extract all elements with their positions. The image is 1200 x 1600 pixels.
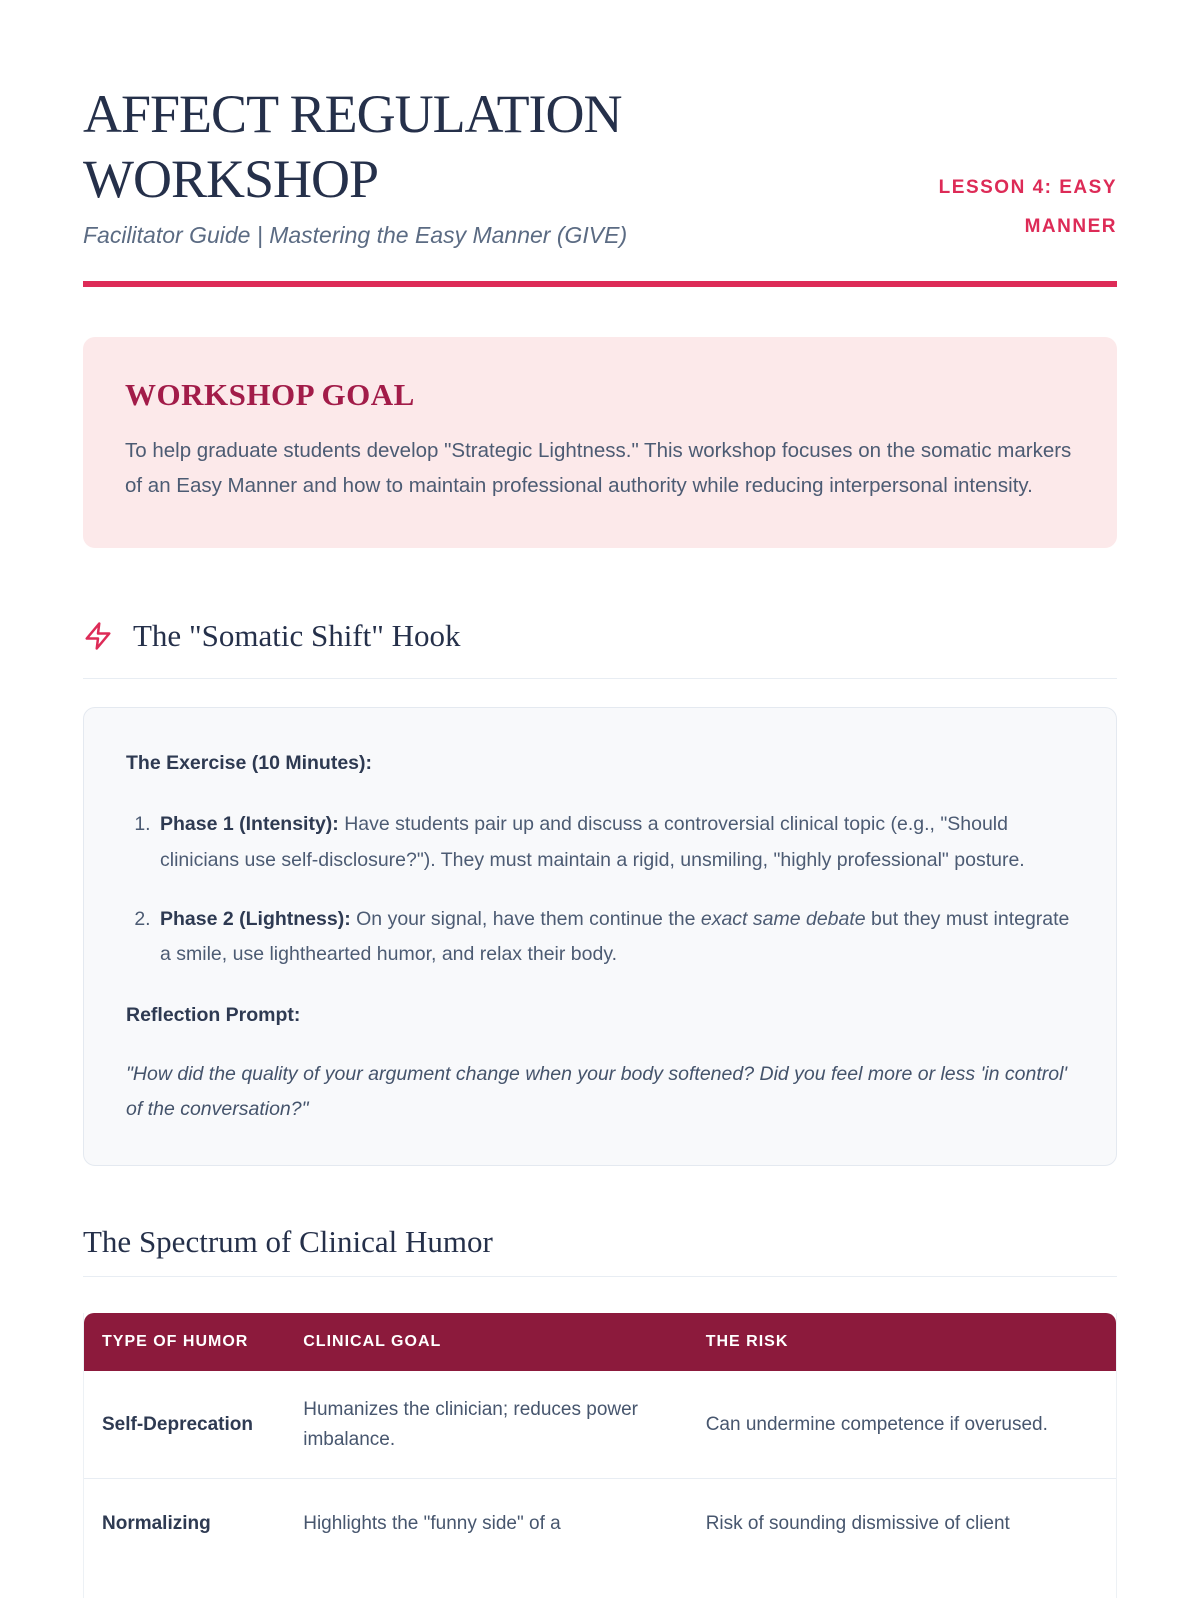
exercise-box bbox=[83, 707, 1117, 1166]
somatic-shift-heading-row bbox=[83, 618, 1117, 679]
step-2-label: Phase 2 (Lightness): bbox=[160, 907, 351, 930]
page-title-line1: AFFECT REGULATION bbox=[83, 84, 622, 144]
page-subtitle: Facilitator Guide | Mastering the Easy Manner (GIVE) bbox=[83, 221, 628, 248]
step-2-text: On your signal, have them continue the bbox=[350, 907, 701, 930]
row-1-goal: Humanizes the clinician; reduces power imbalance. bbox=[285, 1371, 687, 1479]
exercise-step-2 bbox=[156, 902, 1074, 972]
spectrum-section bbox=[83, 1224, 1117, 1598]
workshop-goal-box bbox=[83, 337, 1117, 549]
humor-table-header bbox=[84, 1313, 1116, 1371]
lesson-badge: LESSON 4: EASY MANNER bbox=[938, 176, 1117, 237]
workshop-goal-body: To help graduate students develop "Strategic Lightness." This workshop focuses on the somatic markers of an Easy Manner and how to maintain professional authority while reducing interpersonal intensity. bbox=[125, 438, 1072, 498]
exercise-label: The Exercise (10 Minutes): bbox=[126, 752, 372, 775]
column-header-risk: THE RISK bbox=[688, 1313, 1116, 1371]
step-1-text: Have students pair up and discuss a controversial clinical topic (e.g., "Should clinicians use self-disclosure?"). They must maintain a rigid, unsmiling, "highly professional" posture. bbox=[160, 813, 1025, 871]
step-2-emphasis: exact same debate bbox=[700, 907, 866, 930]
somatic-shift-heading: The "Somatic Shift" Hook bbox=[133, 618, 461, 654]
page-title-line2: WORKSHOP bbox=[83, 148, 379, 209]
row-2-risk: Risk of sounding dismissive of client bbox=[688, 1479, 1116, 1598]
header-title-block bbox=[83, 82, 627, 249]
row-2-goal: Highlights the "funny side" of a bbox=[285, 1479, 687, 1598]
table-row bbox=[84, 1479, 1116, 1598]
somatic-shift-section bbox=[83, 618, 1117, 1166]
row-1-type: Self-Deprecation bbox=[84, 1371, 285, 1479]
lightning-icon bbox=[83, 621, 113, 651]
reflection-prompt-label: Reflection Prompt: bbox=[126, 1003, 301, 1026]
exercise-steps bbox=[126, 807, 1074, 971]
reflection-quote: "How did the quality of your argument change when your body softened? Did you feel more or less 'in control' of the conversation?" bbox=[126, 1062, 1068, 1120]
page-title bbox=[83, 82, 627, 212]
exercise-step-1 bbox=[156, 807, 1074, 877]
column-header-goal: CLINICAL GOAL bbox=[285, 1313, 687, 1371]
table-row bbox=[84, 1371, 1116, 1479]
humor-table bbox=[83, 1313, 1117, 1598]
step-2-text-after: but they must integrate a smile, use lighthearted humor, and relax their body. bbox=[160, 907, 1070, 965]
row-2-type: Normalizing bbox=[84, 1479, 285, 1598]
row-1-risk: Can undermine competence if overused. bbox=[688, 1371, 1116, 1479]
accent-divider bbox=[83, 281, 1117, 287]
step-1-label: Phase 1 (Intensity): bbox=[160, 813, 339, 836]
spectrum-heading: The Spectrum of Clinical Humor bbox=[83, 1224, 1117, 1277]
column-header-type: TYPE OF HUMOR bbox=[84, 1313, 285, 1371]
header bbox=[83, 82, 1117, 249]
workshop-goal-heading: WORKSHOP GOAL bbox=[125, 376, 415, 412]
